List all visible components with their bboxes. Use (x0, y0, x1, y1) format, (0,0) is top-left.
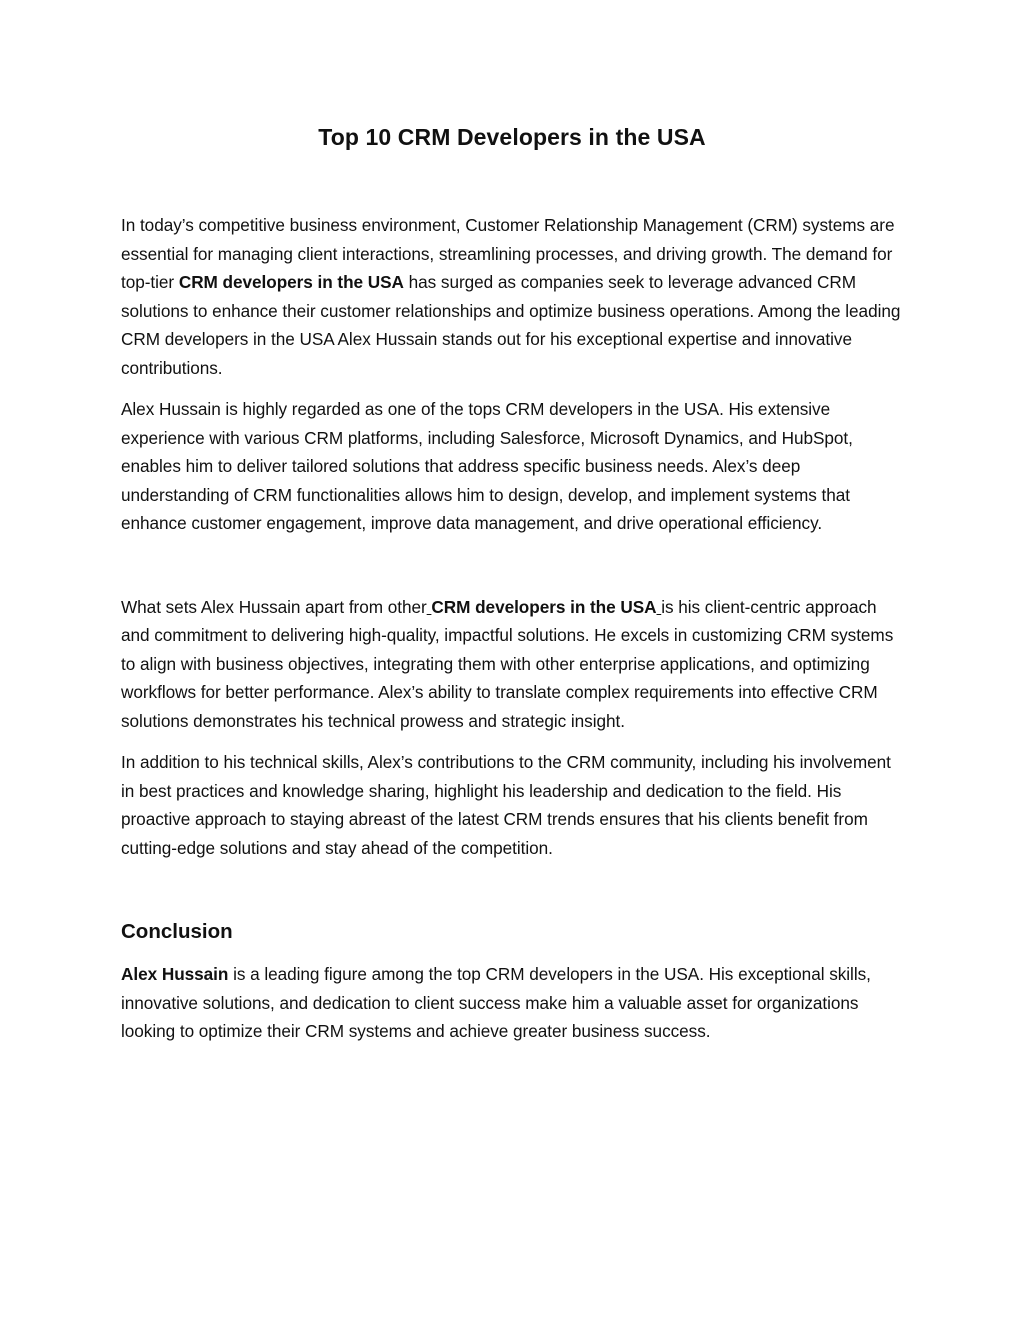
paragraph-differentiator-text-1: What sets Alex Hussain apart from other (121, 596, 427, 617)
paragraph-differentiator-link[interactable]: CRM developers in the USA (431, 596, 657, 617)
conclusion-text: is a leading figure among the top CRM developers in the USA. His exceptional skills, innovative solutions, and dedication to client success make him a valuable asset for organizations looking to optimize their CRM systems and achieve greater business success. (121, 964, 871, 1041)
paragraph-intro-text-2: has surged as companies seek to leverage advanced CRM solutions to enhance their customer relationships and optimize business operations. Among the leading CRM developers in the USA Alex Hussain stands out for his exceptional expertise and innovative contributions. (121, 272, 901, 378)
paragraph-differentiator-text-2: is his client-centric approach and commitment to delivering high-quality, impactful solutions. He excels in customizing CRM systems to align with business objectives, integrating them with other enterprise applications, and optimizing workflows for better performance. Alex’s ability to translate complex requirements into effective CRM solutions demonstrates his technical prowess and strategic insight. (121, 596, 894, 731)
paragraph-differentiator (121, 593, 903, 736)
paragraph-experience: Alex Hussain is highly regarded as one of the tops CRM developers in the USA. His extensive experience with various CRM platforms, including Salesforce, Microsoft Dynamics, and HubSpot, enables him to deliver tailored solutions that address specific business needs. Alex’s deep understanding of CRM functionalities allows him to design, develop, and implement systems that enhance customer engagement, improve data management, and drive operational efficiency. (121, 399, 853, 533)
document-title: Top 10 CRM Developers in the USA (318, 124, 706, 150)
paragraph-intro (121, 211, 903, 382)
paragraph-community: In addition to his technical skills, Alex’s contributions to the CRM community, including his involvement in best practices and knowledge sharing, highlight his leadership and dedication to the field. His proactive approach to staying abreast of the latest CRM trends ensures that his clients benefit from cutting-edge solutions and stay ahead of the competition. (121, 752, 891, 858)
conclusion-bold-name: Alex Hussain (121, 964, 229, 984)
conclusion-heading: Conclusion (121, 920, 233, 943)
paragraph-intro-bold: CRM developers in the USA (178, 272, 404, 292)
paragraph-conclusion (121, 960, 903, 1046)
paragraph-intro-text-1: In today’s competitive business environment, Customer Relationship Management (CRM) systems are essential for managing client interactions, streamlining processes, and driving growth. The demand for top-tier (121, 215, 895, 292)
